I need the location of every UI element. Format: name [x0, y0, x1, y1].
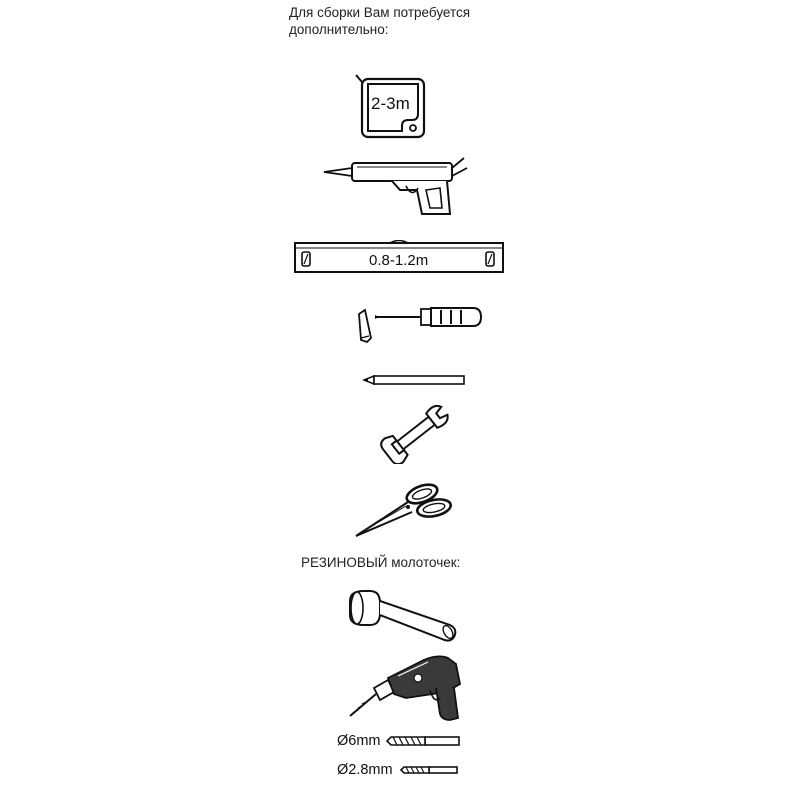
rubber-hammer-label: РЕЗИНОВЫЙ молоточек: — [301, 555, 461, 570]
screwdriver-icon — [355, 300, 485, 350]
rubber-mallet-icon — [346, 585, 462, 645]
drill-bit-6mm — [337, 733, 461, 749]
tape-measure-icon — [350, 70, 430, 140]
drill-bit-6mm-label: Ø6mm — [337, 733, 381, 749]
caulking-gun-icon — [322, 150, 472, 220]
drill-bit-2-8mm-label: Ø2.8mm — [337, 762, 393, 778]
power-drill-icon — [348, 650, 468, 722]
drill-bit-icon — [399, 764, 459, 776]
drill-bit-icon — [385, 734, 461, 748]
tape-measure-label: 2-3m — [371, 94, 410, 113]
spirit-level-icon — [294, 240, 506, 275]
heading-line-1: Для сборки Вам потребуется — [289, 5, 471, 20]
heading-line-2: дополнительно: — [289, 22, 389, 37]
pencil-icon — [362, 372, 468, 388]
drill-bit-2-8mm — [337, 762, 459, 778]
wrench-icon — [378, 402, 454, 464]
scissors-icon — [352, 480, 456, 540]
spirit-level-label: 0.8-1.2m — [369, 252, 429, 269]
required-tools-heading — [289, 4, 470, 38]
